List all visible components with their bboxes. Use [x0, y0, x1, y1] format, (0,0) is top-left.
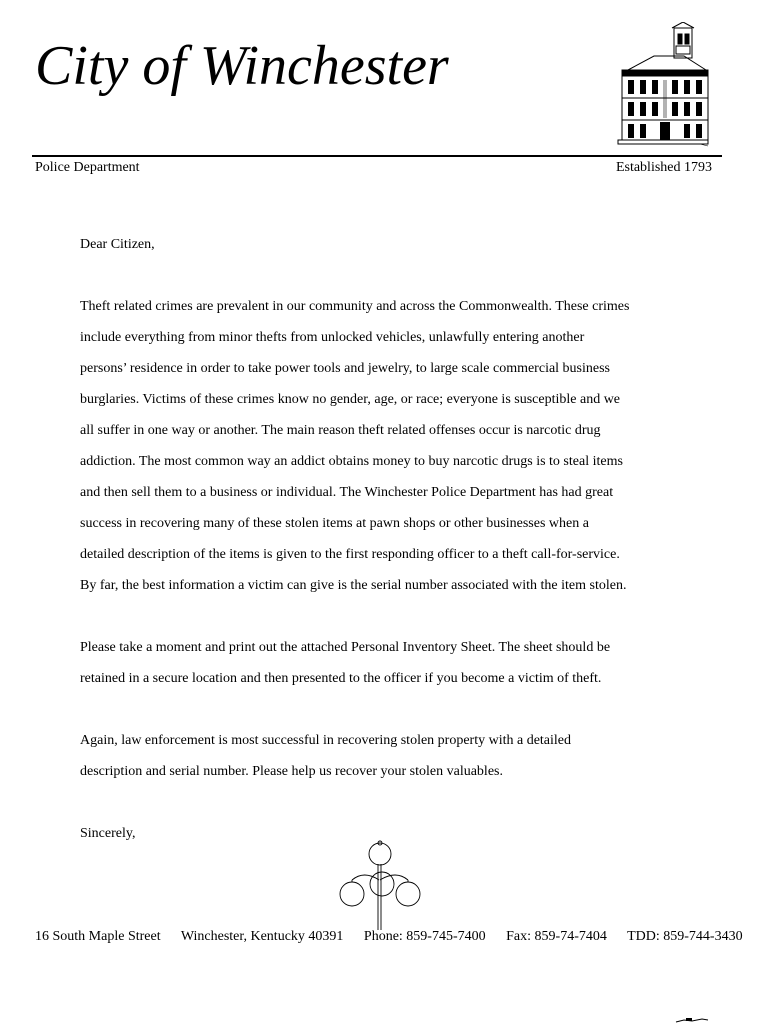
corner-scan-mark	[674, 1016, 710, 1024]
footer-contact	[35, 928, 743, 946]
text-line: Again, law enforcement is most successful in recovering stolen property with a detailed	[80, 733, 572, 748]
footer-city: Winchester, Kentucky 40391	[180, 929, 344, 944]
text-line: description and serial number. Please help us recover your stolen valuables.	[80, 764, 503, 779]
text-line: and then sell them to a business or individual. The Winchester Police Department has had great	[80, 485, 614, 500]
department-name: Police Department	[35, 160, 140, 175]
paragraph-recovery	[80, 725, 700, 787]
footer-fax: Fax: 859-74-7404	[506, 929, 607, 944]
text-line: detailed description of the items is given to the first responding officer to a theft call-for-service.	[80, 547, 620, 562]
text-line: By far, the best information a victim can give is the serial number associated with the item stolen.	[80, 578, 627, 593]
text-line: Theft related crimes are prevalent in our community and across the Commonwealth. These crimes	[80, 299, 630, 314]
closing: Sincerely,	[80, 826, 136, 841]
paragraph-theft-crimes	[80, 291, 700, 601]
city-title: City of Winchester	[35, 35, 449, 97]
text-line: include everything from minor thefts from unlocked vehicles, unlawfully entering another	[80, 330, 585, 345]
letter-body	[80, 229, 700, 880]
city-hall-building-icon	[614, 22, 710, 148]
footer-phone: Phone: 859-745-7400	[363, 929, 486, 944]
salutation: Dear Citizen,	[80, 237, 155, 252]
street-lamp-icon	[334, 840, 426, 930]
text-line: persons’ residence in order to take power tools and jewelry, to large scale commercial business	[80, 361, 611, 376]
header-rule	[32, 155, 722, 157]
text-line: burglaries. Victims of these crimes know no gender, age, or race; everyone is susceptible and we	[80, 392, 621, 407]
text-line: all suffer in one way or another. The main reason theft related offenses occur is narcotic drug	[80, 423, 601, 438]
text-line: addiction. The most common way an addict obtains money to buy narcotic drugs is to steal items	[80, 454, 623, 469]
paragraph-inventory-sheet	[80, 632, 700, 694]
text-line: Please take a moment and print out the attached Personal Inventory Sheet. The sheet should be	[80, 640, 611, 655]
text-line: retained in a secure location and then presented to the officer if you become a victim of theft.	[80, 671, 602, 686]
text-line: success in recovering many of these stolen items at pawn shops or other businesses when a	[80, 516, 589, 531]
established-year: Established 1793	[615, 160, 712, 175]
footer-tdd: TDD: 859-744-3430	[627, 929, 743, 944]
footer-address: 16 South Maple Street	[35, 929, 161, 944]
